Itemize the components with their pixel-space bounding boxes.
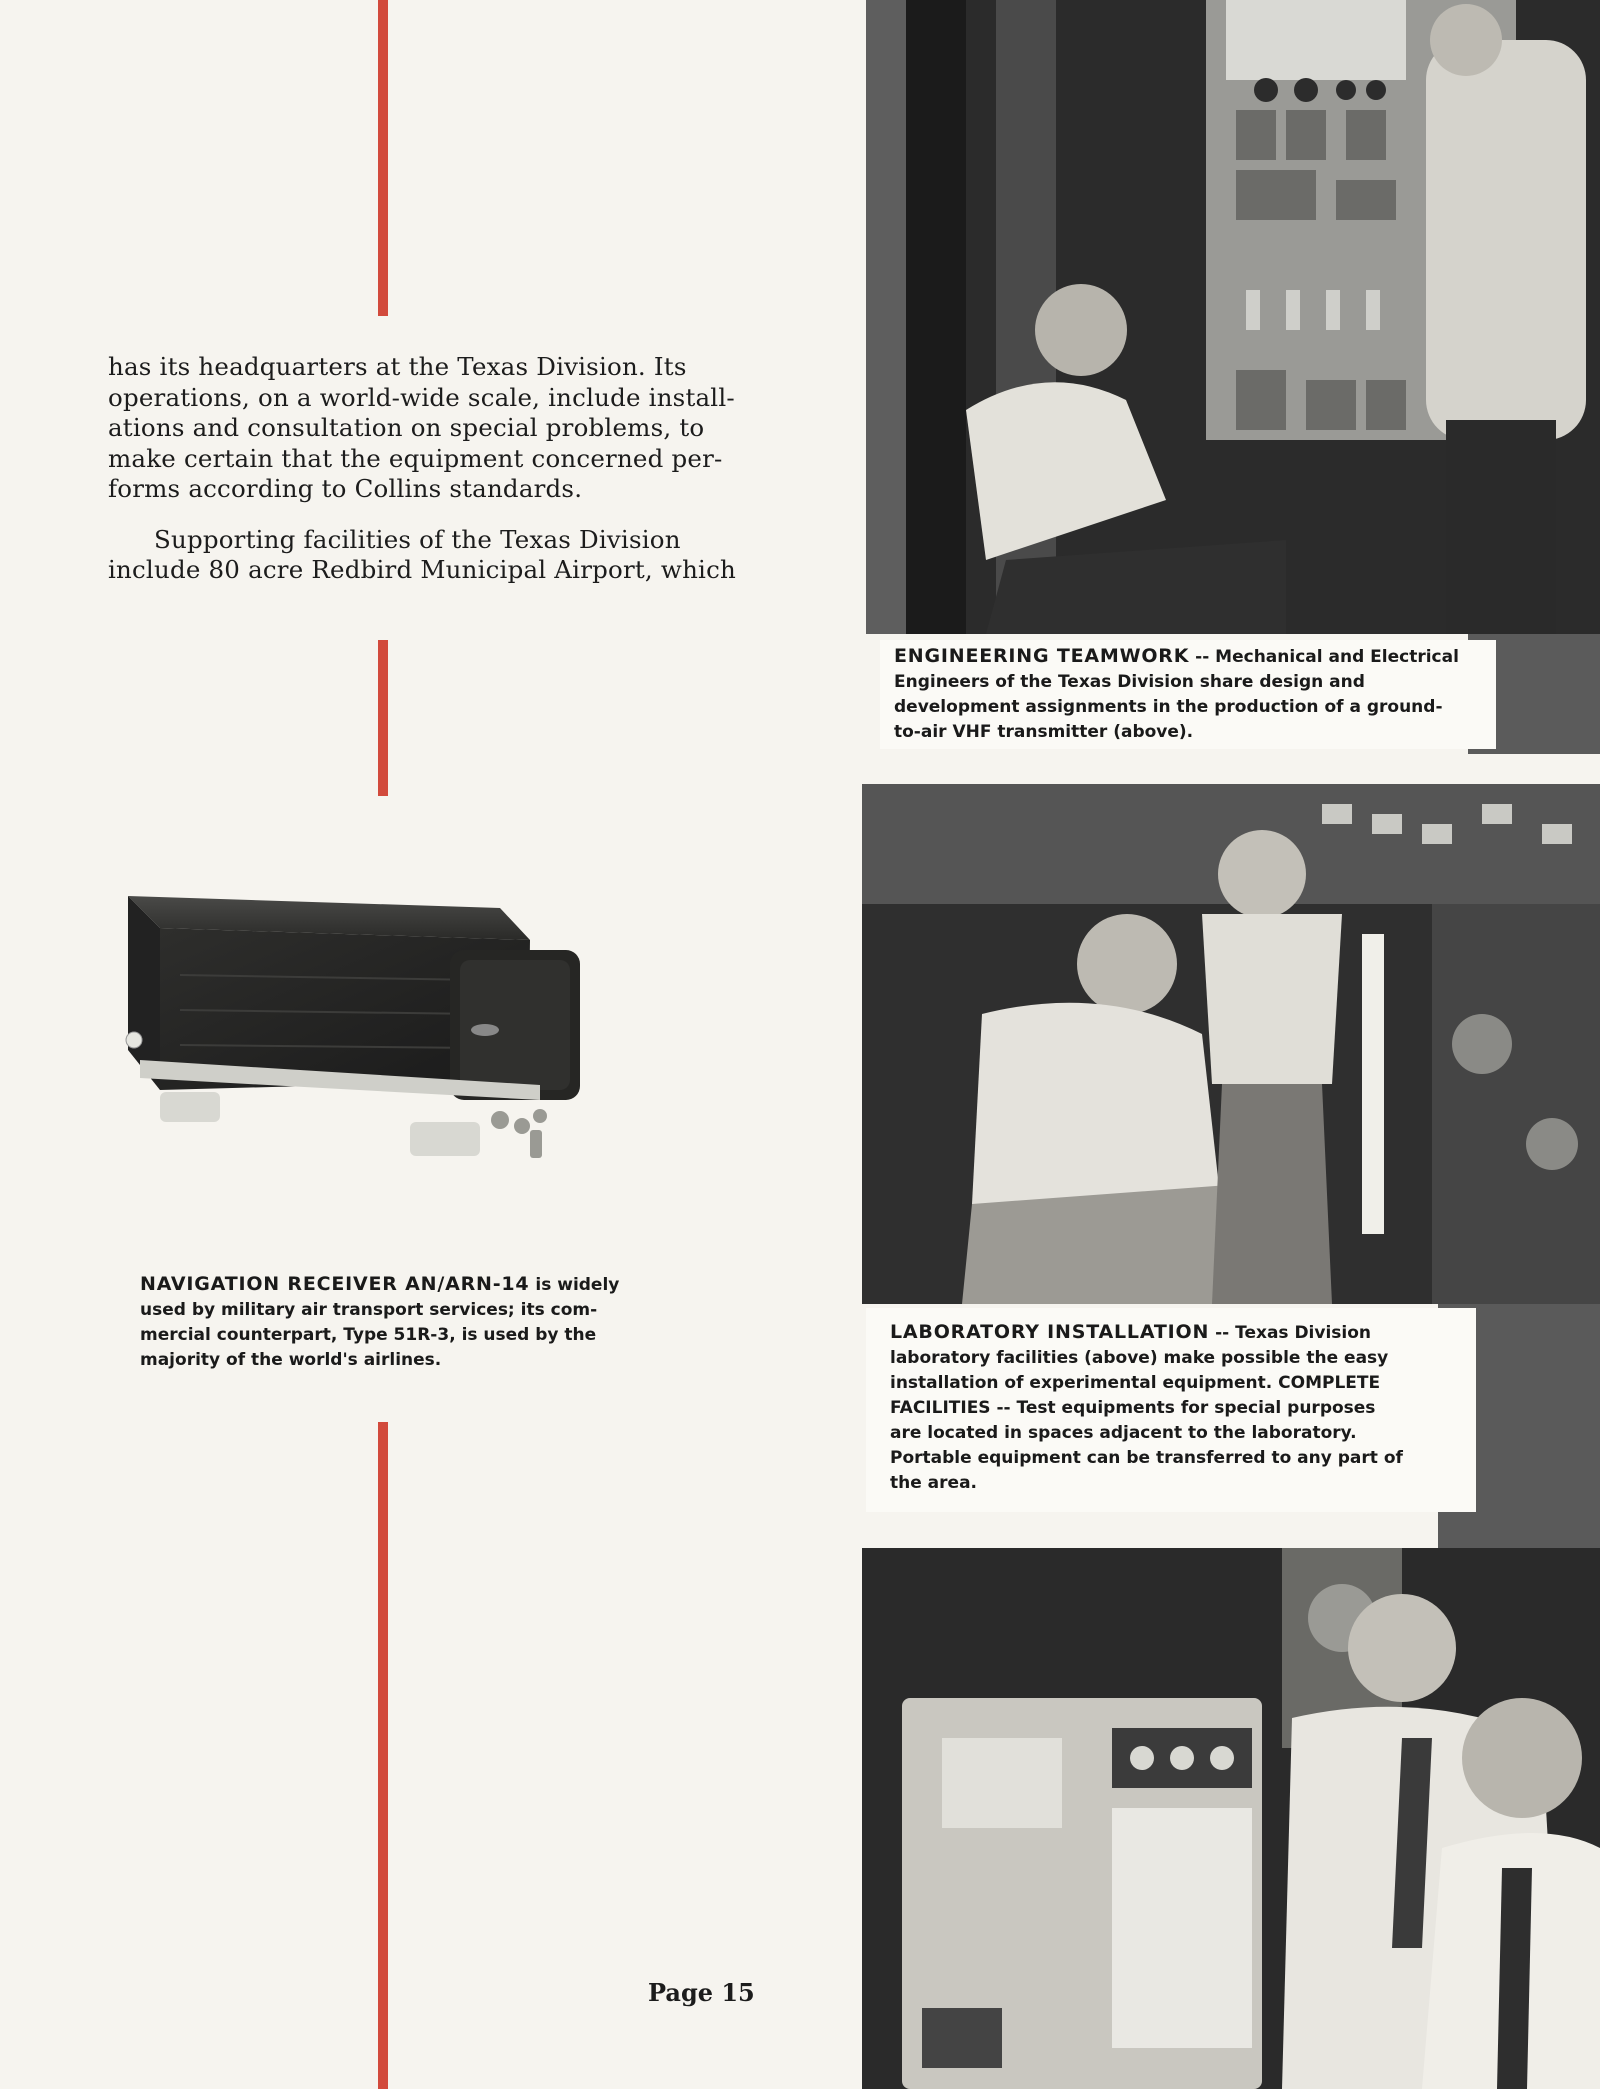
caption-line: Portable equipment can be transferred to any part of [890,1448,1403,1468]
caption-lead: NAVIGATION RECEIVER AN/ARN-14 [140,1273,530,1295]
caption-line: FACILITIES -- Test equipments for special purposes [890,1398,1376,1418]
body-line: include 80 acre Redbird Municipal Airport, which [108,555,736,584]
caption-line: majority of the world's airlines. [140,1350,442,1370]
red-rule-middle [378,640,388,796]
body-line: forms according to Collins standards. [108,474,583,503]
caption-lead: LABORATORY INSTALLATION [890,1321,1210,1343]
caption-line: used by military air transport services; its com- [140,1300,598,1320]
caption-navigation-receiver [140,1272,620,1373]
navigation-receiver-photo [120,880,630,1180]
caption-line: are located in spaces adjacent to the laboratory. [890,1423,1357,1443]
body-paragraph-1 [108,352,788,505]
caption-line: the area. [890,1473,977,1493]
caption-line: installation of experimental equipment. COMPLETE [890,1373,1381,1393]
laboratory-installation-photo [862,784,1600,1304]
red-rule-top [378,0,388,316]
test-equipment-photo [862,1548,1600,2089]
body-line: Supporting facilities of the Texas Division [154,524,681,554]
caption-line: to-air VHF transmitter (above). [894,722,1194,742]
caption-line: is widely [529,1275,620,1295]
page-number: Page 15 [648,1978,755,2007]
caption-line: mercial counterpart, Type 51R-3, is used by the [140,1325,597,1345]
caption-line: Engineers of the Texas Division share design and [894,672,1365,692]
engineering-teamwork-photo [866,0,1600,634]
caption-lead: ENGINEERING TEAMWORK [894,645,1190,667]
caption-line: -- Texas Division [1209,1323,1372,1343]
body-paragraph-2 [108,525,788,586]
body-line: make certain that the equipment concerned per- [108,443,723,473]
caption-line: -- Mechanical and Electrical [1189,647,1459,667]
caption-laboratory-installation [866,1308,1476,1512]
body-text [108,352,788,586]
caption-engineering-teamwork [880,640,1496,749]
red-rule-bottom [378,1422,388,2089]
body-line: operations, on a world-wide scale, include install- [108,382,735,412]
caption-line: laboratory facilities (above) make possible the easy [890,1348,1389,1368]
body-line: has its headquarters at the Texas Division. Its [108,352,687,381]
caption-line: development assignments in the production of a ground- [894,697,1443,717]
body-line: ations and consultation on special problems, to [108,413,705,442]
